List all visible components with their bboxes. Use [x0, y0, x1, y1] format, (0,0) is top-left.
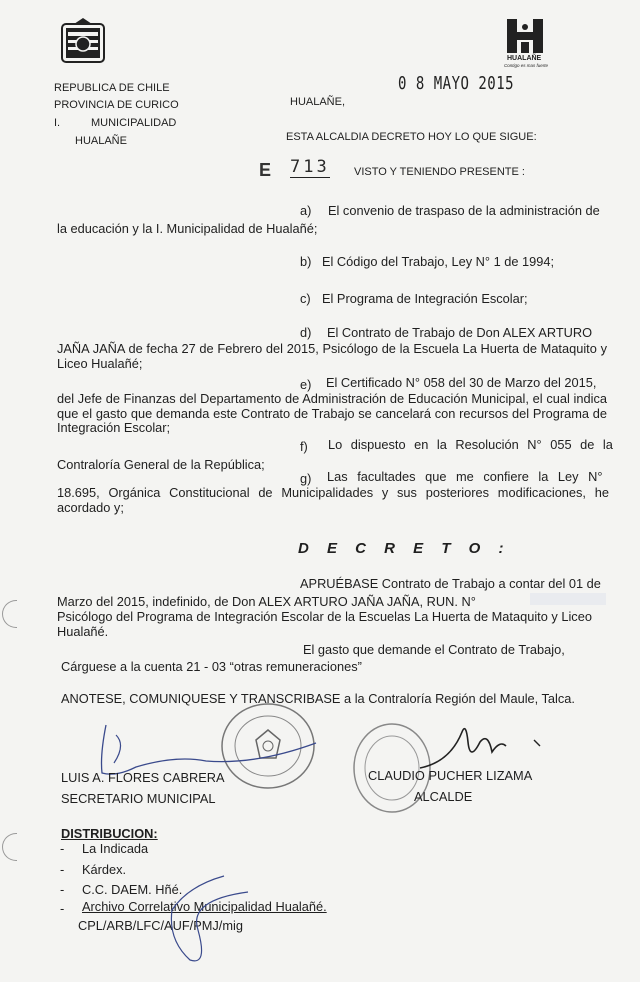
visto-g-letter: g) [300, 471, 312, 486]
visto-a-letter: a) [300, 203, 312, 218]
visto-e-letter: e) [300, 377, 312, 392]
visto-b-first: El Código del Trabajo, Ley N° 1 de 1994; [322, 254, 555, 269]
list-bullet: - [60, 862, 65, 877]
list-bullet: - [60, 882, 65, 897]
distribution-item: La Indicada [82, 841, 149, 856]
punch-hole [2, 833, 17, 861]
run-number-redacted [530, 593, 606, 605]
handwritten-flourish [128, 870, 268, 970]
visto-d-rest: JAÑA JAÑA de fecha 27 de Febrero del 2015, Psicólogo de la Escuela La Huerta de Mataquito y Liceo Hualañé; [57, 341, 607, 371]
date-stamp: 0 8 MAYO 2015 [398, 74, 515, 94]
hualane-brand-logo [501, 17, 553, 71]
header-hualane: HUALAÑE [75, 135, 127, 147]
mayor-name: CLAUDIO PUCHER LIZAMA [368, 768, 533, 783]
anotese-line: ANOTESE, COMUNIQUESE Y TRANSCRIBASE a la Contraloría Región del Maule, Talca. [61, 691, 575, 706]
distribution-item: Kárdex. [82, 862, 127, 877]
initials-line: CPL/ARB/LFC/AUF/PMJ/mig [78, 918, 243, 933]
logo-hualane-text: HUALAÑE [507, 55, 542, 62]
apruebase-line-2: Marzo del 2015, indefinido, de Don ALEX ARTURO JAÑA JAÑA, RUN. N° [57, 594, 476, 609]
decreto-title: D E C R E T O : [298, 540, 511, 557]
decree-number: 713 [290, 157, 330, 177]
visto-a-first: El convenio de traspaso de la administración de [328, 203, 600, 218]
mayor-role: ALCALDE [414, 789, 473, 804]
visto-g-rest: 18.695, Orgánica Constitucional de Municipalidades y sus posteriores modificaciones, he acordado y; [57, 485, 609, 515]
distribution-title: DISTRIBUCION: [61, 826, 158, 841]
logo-tagline: Contigo es mas fuerte [504, 63, 549, 68]
visto-c-letter: c) [300, 291, 311, 306]
header-republica: REPUBLICA DE CHILE [54, 82, 170, 94]
visto-g-first: Las facultades que me confiere la Ley N° [327, 469, 603, 484]
distribution-item: C.C. DAEM. Hñé. [82, 882, 183, 897]
visto-e-first: El Certificado N° 058 del 30 de Marzo del 2015, [326, 375, 597, 390]
place-label: HUALAÑE, [290, 96, 346, 108]
visto-c-first: El Programa de Integración Escolar; [322, 291, 528, 306]
header-i: I. [54, 117, 61, 129]
visto-d-first: El Contrato de Trabajo de Don ALEX ARTURO [327, 325, 593, 340]
header-provincia: PROVINCIA DE CURICO [54, 99, 179, 111]
decree-letter-mark: E [259, 160, 272, 180]
secretary-name: LUIS A. FLORES CABRERA [61, 770, 225, 785]
list-bullet: - [60, 901, 65, 916]
municipal-crest-logo [60, 18, 106, 64]
visto-b-letter: b) [300, 254, 312, 269]
gasto-line: El gasto que demande el Contrato de Trabajo, [303, 642, 565, 657]
punch-hole [2, 600, 17, 628]
alcaldia-line: ESTA ALCALDIA DECRETO HOY LO QUE SIGUE: [286, 131, 537, 143]
apruebase-rest: Psicólogo del Programa de Integración Escolar de la Escuelas La Huerta de Mataquito y Liceo Hualañé. [57, 609, 592, 639]
visto-f-first: Lo dispuesto en la Resolución N° 055 de la [328, 437, 613, 452]
visto-e-rest: del Jefe de Finanzas del Departamento de Administración de Educación Municipal, el cual indica que el gasto que demanda este Contrato de Trabajo se cancelará con recursos del Programa de Integración Escolar; [57, 391, 607, 435]
distribution-item: Archivo Correlativo Municipalidad Hualañé. [82, 899, 327, 914]
visto-d-letter: d) [300, 325, 312, 340]
apruebase-first: APRUÉBASE Contrato de Trabajo a contar del 01 de [300, 576, 601, 591]
visto-f-rest: Contraloría General de la República; [57, 457, 265, 472]
secretary-role: SECRETARIO MUNICIPAL [61, 791, 216, 806]
carguese-line: Cárguese a la cuenta 21 - 03 “otras remuneraciones” [61, 659, 362, 674]
visto-a-rest: la educación y la I. Municipalidad de Hualañé; [57, 221, 318, 236]
list-bullet: - [60, 841, 65, 856]
visto-f-letter: f) [300, 439, 308, 454]
header-municipalidad: MUNICIPALIDAD [91, 117, 177, 129]
visto-line: VISTO Y TENIENDO PRESENTE : [354, 166, 525, 178]
